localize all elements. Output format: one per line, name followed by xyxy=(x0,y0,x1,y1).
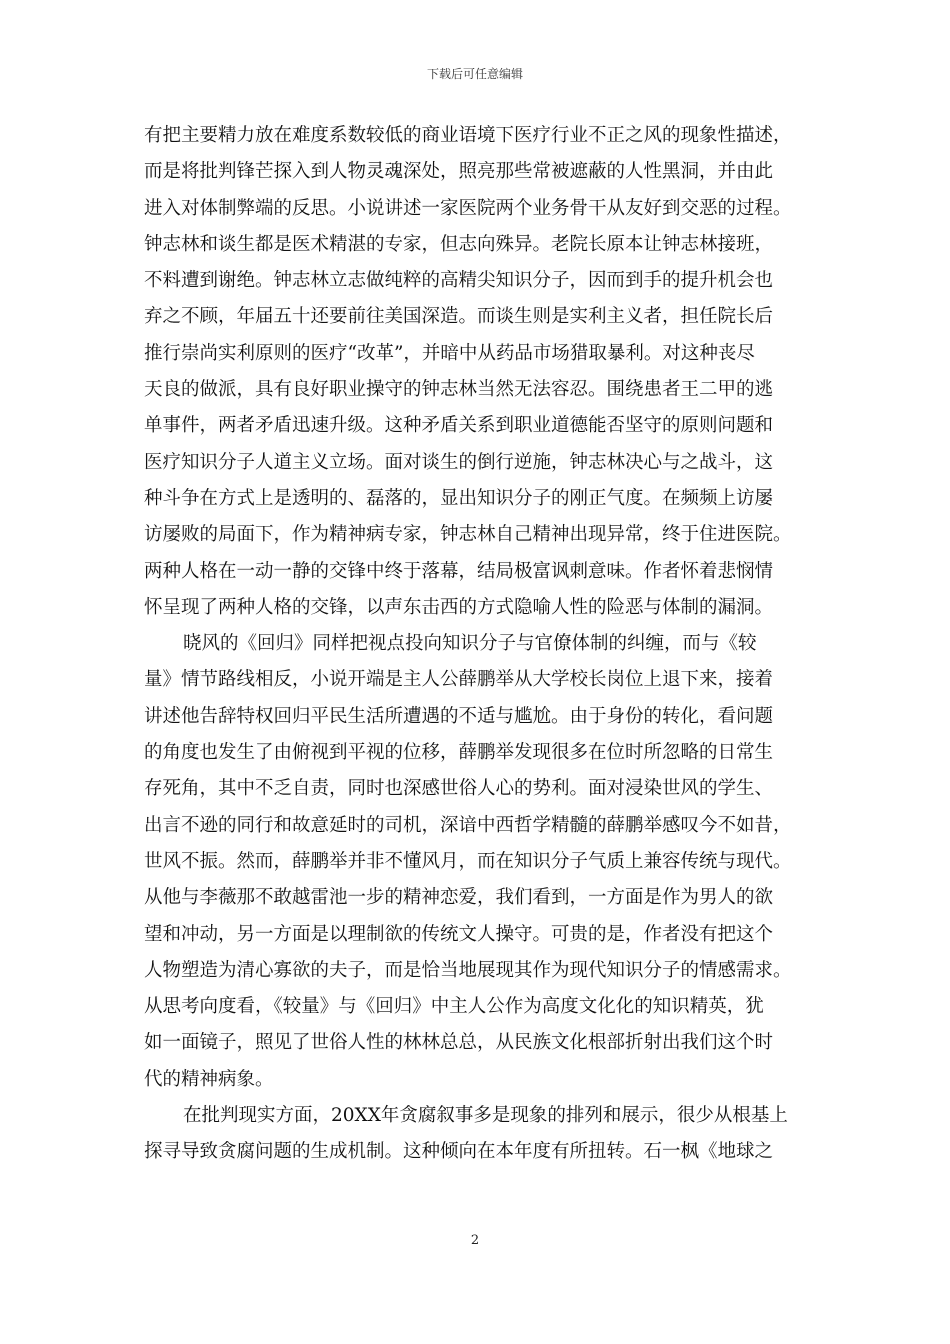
text-line: 出言不逊的同行和故意延时的司机，深谙中西哲学精髓的薛鹏举感叹今不如昔， xyxy=(144,814,792,836)
page-header: 下载后可任意编辑 xyxy=(426,67,523,81)
text-line: 医疗知识分子人道主义立场。面对谈生的倒行逆施，钟志林决心与之战斗，这 xyxy=(144,451,774,473)
text-line: 进入对体制弊端的反思。小说讲述一家医院两个业务骨干从友好到交恶的过程。 xyxy=(144,197,792,219)
paragraph xyxy=(144,626,808,1098)
text-line: 在批判现实方面，20XX年贪腐叙事多是现象的排列和展示，很少从根基上 xyxy=(183,1105,788,1127)
text-line: 推行崇尚实利原则的医疗“改革”，并暗中从药品市场猎取暴利。对这种丧尽 xyxy=(144,342,755,364)
text-line: 从他与李薇那不敢越雷池一步的精神恋爱，我们看到，一方面是作为男人的欲 xyxy=(144,887,774,909)
text-line: 弃之不顾，年届五十还要前往美国深造。而谈生则是实利主义者，担任院长后 xyxy=(144,306,774,328)
text-line: 望和冲动，另一方面是以理制欲的传统文人操守。可贵的是，作者没有把这个 xyxy=(144,923,774,945)
text-line: 的角度也发生了由俯视到平视的位移，薛鹏举发现很多在位时所忽略的日常生 xyxy=(144,742,774,764)
text-line: 人物塑造为清心寡欲的夫子，而是恰当地展现其作为现代知识分子的情感需求。 xyxy=(144,959,792,981)
text-line: 存死角，其中不乏自责，同时也深感世俗人心的势利。面对浸染世风的学生、 xyxy=(144,778,774,800)
text-line: 代的精神病象。 xyxy=(144,1068,274,1090)
paragraph xyxy=(144,1098,808,1171)
text-line: 世风不振。然而，薛鹏举并非不懂风月，而在知识分子气质上兼容传统与现代。 xyxy=(144,850,792,872)
document-body xyxy=(144,118,808,1171)
text-line: 如一面镜子，照见了世俗人性的林林总总，从民族文化根部折射出我们这个时 xyxy=(144,1032,774,1054)
text-line: 怀呈现了两种人格的交锋，以声东击西的方式隐喻人性的险恶与体制的漏洞。 xyxy=(144,596,774,618)
paragraph xyxy=(144,118,808,626)
text-line: 访屡败的局面下，作为精神病专家，钟志林自己精神出现异常，终于住进医院。 xyxy=(144,524,792,546)
text-line: 钟志林和谈生都是医术精湛的专家，但志向殊异。老院长原本让钟志林接班， xyxy=(144,233,774,255)
text-line: 而是将批判锋芒探入到人物灵魂深处，照亮那些常被遮蔽的人性黑洞，并由此 xyxy=(144,161,774,183)
text-line: 不料遭到谢绝。钟志林立志做纯粹的高精尖知识分子，因而到手的提升机会也 xyxy=(144,270,774,292)
text-line: 种斗争在方式上是透明的、磊落的，显出知识分子的刚正气度。在频频上访屡 xyxy=(144,487,774,509)
text-line: 天良的做派，具有良好职业操守的钟志林当然无法容忍。围绕患者王二甲的逃 xyxy=(144,379,774,401)
text-line: 单事件，两者矛盾迅速升级。这种矛盾关系到职业道德能否坚守的原则问题和 xyxy=(144,415,774,437)
text-line: 讲述他告辞特权回归平民生活所遭遇的不适与尴尬。由于身份的转化，看问题 xyxy=(144,705,774,727)
text-line: 两种人格在一动一静的交锋中终于落幕，结局极富讽刺意味。作者怀着悲悯情 xyxy=(144,560,774,582)
text-line: 晓风的《回归》同样把视点投向知识分子与官僚体制的纠缠，而与《较 xyxy=(183,633,757,655)
text-line: 量》情节路线相反，小说开端是主人公薛鹏举从大学校长岗位上退下来，接着 xyxy=(144,669,774,691)
text-line: 从思考向度看，《较量》与《回归》中主人公作为高度文化化的知识精英，犹 xyxy=(144,996,764,1018)
text-line: 有把主要精力放在难度系数较低的商业语境下医疗行业不正之风的现象性描述， xyxy=(144,125,792,146)
text-line: 探寻导致贪腐问题的生成机制。这种倾向在本年度有所扭转。石一枫《地球之 xyxy=(144,1141,774,1163)
page-number: 2 xyxy=(470,1233,480,1248)
